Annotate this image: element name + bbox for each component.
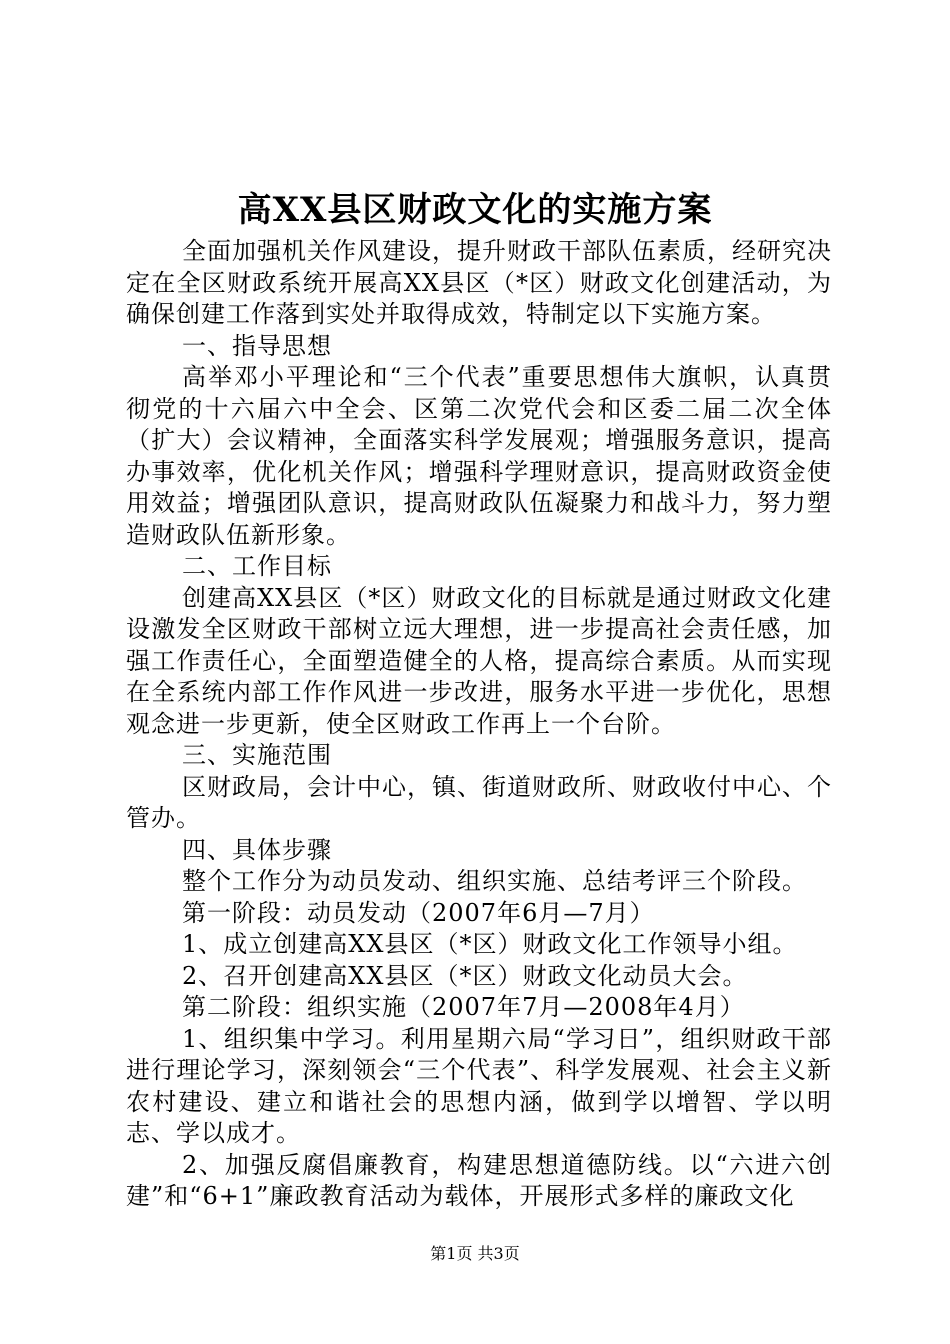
paragraph-scope: 区财政局，会计中心，镇、街道财政所、财政收付中心、个管办。: [126, 772, 832, 832]
paragraph-steps-overview: 整个工作分为动员发动、组织实施、总结考评三个阶段。: [182, 867, 807, 895]
stage-one-heading: 第一阶段：动员发动（2007年6月—7月）: [182, 898, 655, 927]
stage-one-item-1: 1、成立创建高XX县区（*区）财政文化工作领导小组。: [182, 930, 798, 958]
paragraph-guiding-thought: 高举邓小平理论和“三个代表”重要思想伟大旗帜，认真贯彻党的十六届六中全会、区第二次党代会和区委二届二次全体（扩大）会议精神，全面落实科学发展观；增强服务意识，提高办事效率，优化机关作风；增强科学理财意识，提高财政资金使用效益；增强团队意识，提高财政队伍凝聚力和战斗力，努力塑造财政队伍新形象。: [126, 363, 832, 549]
section-heading-guiding-thought: 一、指导思想: [182, 331, 332, 360]
section-heading-scope: 三、实施范围: [182, 741, 332, 769]
stage-two-item-2: 2、加强反腐倡廉教育，构建思想道德防线。以“六进六创建”和“6+1”廉政教育活动为载体，开展形式多样的廉政文化: [126, 1150, 832, 1210]
document-body: [126, 236, 832, 1213]
document-title: 高XX县区财政文化的实施方案: [237, 190, 713, 230]
stage-two-heading: 第二阶段：组织实施（2007年7月—2008年4月）: [182, 993, 745, 1021]
section-heading-work-goals: 二、工作目标: [182, 552, 332, 580]
paragraph-intro: 全面加强机关作风建设，提升财政干部队伍素质，经研究决定在全区财政系统开展高XX县区（*区）财政文化创建活动，为确保创建工作落到实处并取得成效，特制定以下实施方案。: [126, 237, 832, 328]
page-number-footer: 第1页 共3页: [430, 1244, 520, 1263]
stage-one-item-2: 2、召开创建高XX县区（*区）财政文化动员大会。: [182, 961, 748, 990]
stage-two-item-1: 1、组织集中学习。利用星期六局“学习日”，组织财政干部进行理论学习，深刻领会“三个代表”、科学发展观、社会主义新农村建设、建立和谐社会的思想内涵，做到学以增智、学以明志、学以成才。: [126, 1024, 832, 1147]
section-heading-steps: 四、具体步骤: [182, 835, 332, 864]
paragraph-work-goals: 创建高XX县区（*区）财政文化的目标就是通过财政文化建设激发全区财政干部树立远大理想，进一步提高社会责任感，加强工作责任心，全面塑造健全的人格，提高综合素质。从而实现在全系统内部工作作风进一步改进，服务水平进一步优化，思想观念进一步更新，使全区财政工作再上一个台阶。: [126, 583, 832, 738]
